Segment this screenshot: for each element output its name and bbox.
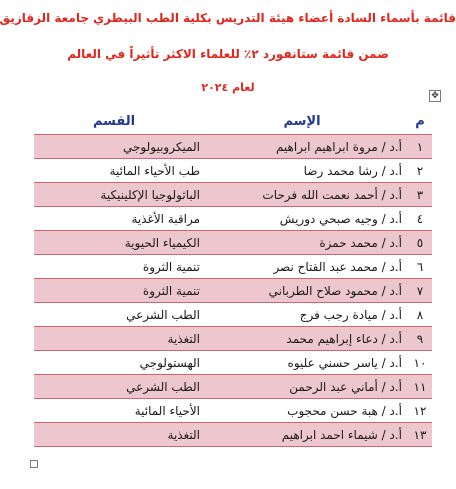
row-num: ١٢ [413,404,427,418]
table-row [34,183,432,207]
faculty-table [34,110,432,447]
row-num: ٦ [416,260,424,274]
title-line-3: لعام ٢٠٢٤ [201,81,255,94]
row-name: أ.د / مروة ابراهيم ابراهيم [275,140,402,154]
row-num: ١٣ [413,428,427,442]
row-num: ٨ [416,308,424,322]
table-row [34,159,432,183]
row-num: ٢ [416,164,424,178]
table-row [34,351,432,375]
table-row [34,423,432,447]
table-row [34,399,432,423]
table-row [34,207,432,231]
row-name: أ.د / هبة حسن محجوب [287,404,402,418]
title-line-2: ضمن قائمة ستانفورد ٢٪ للعلماء الاكثر تأثيراً في العالم [67,47,389,61]
table-row [34,375,432,399]
row-name: أ.د / محمود صلاح الطرباني [268,284,402,298]
table-header-row [34,110,432,135]
title-line-1: قائمة بأسماء السادة أعضاء هيئة التدريس بكلية الطب البيطري جامعة الزقازيق [0,11,456,25]
row-name: أ.د / رشا محمد رضا [303,164,402,178]
row-dept: تنمية الثروة [142,284,200,298]
row-name: أ.د / دعاء إبراهيم محمد [286,332,402,346]
row-dept: التغذية [167,332,200,346]
row-name: أ.د / محمد حمزة [319,236,402,250]
header-dept: القسم [92,114,136,129]
table-move-handle-icon[interactable]: ✥ [429,90,441,102]
row-num: ١١ [413,380,427,394]
row-name: أ.د / محمد عبد الفتاح نصر [273,260,402,274]
row-dept: الكيمياء الحيوية [124,236,200,250]
row-name: أ.د / أماني عبد الرحمن [289,380,402,394]
table-row [34,327,432,351]
row-dept: طب الأحياء المائية [109,164,200,178]
row-num: ١٠ [413,356,427,370]
row-dept: تنمية الثروة [142,260,200,274]
header-num: م [415,114,425,129]
row-num: ٣ [416,188,424,202]
row-dept: الطب الشرعي [126,308,200,322]
row-name: أ.د / ياسر حسني عليوه [287,356,402,370]
table-row [34,231,432,255]
row-dept: مراقبة الأغذية [131,212,200,226]
row-num: ٥ [416,236,424,250]
row-dept: الأحياء المائية [134,404,200,418]
row-num: ٧ [416,284,424,298]
row-num: ٤ [416,212,424,226]
table-row [34,279,432,303]
row-dept: الطب الشرعي [126,380,200,394]
row-num: ١ [416,140,424,154]
row-name: أ.د / أحمد نعمت الله فرحات [262,188,402,202]
header-name: الإسم [283,114,321,129]
row-name: أ.د / ميادة رجب فرج [299,308,402,322]
row-dept: الهستولوجي [139,356,200,370]
row-dept: التغذية [167,428,200,442]
table-row [34,255,432,279]
row-num: ٩ [416,332,424,346]
table-resize-handle[interactable] [30,460,38,468]
row-dept: الباثولوجيا الإكلينيكية [100,188,200,202]
row-name: أ.د / وجيه صبحي دوريش [279,212,402,226]
table-row [34,135,432,159]
row-name: أ.د / شيماء احمد ابراهيم [281,428,402,442]
row-dept: الميكروبيولوجي [122,140,200,154]
table-row [34,303,432,327]
